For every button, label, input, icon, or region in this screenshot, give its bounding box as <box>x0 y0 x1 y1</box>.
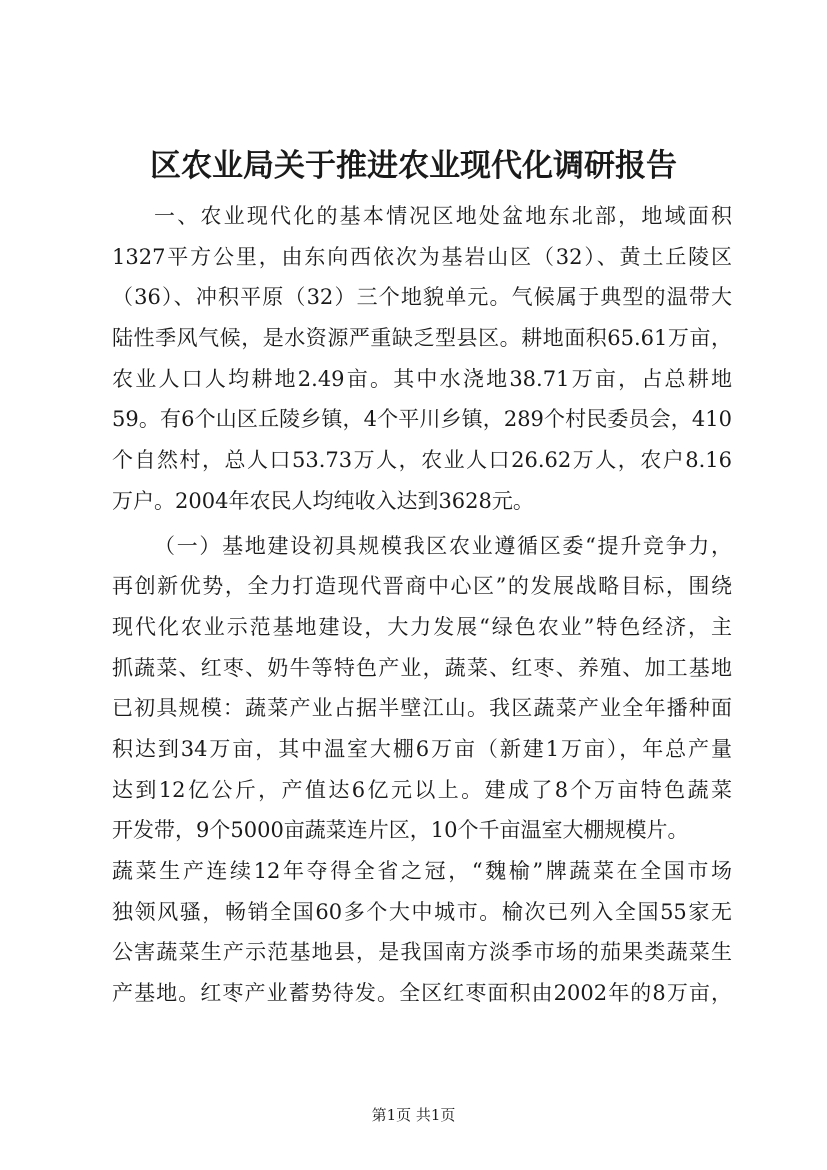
document-title: 区农业局关于推进农业现代化调研报告 <box>150 148 677 184</box>
text-line: 个自然村，总人口53.73万人，农业人口26.62万人，农户8.16 <box>112 448 732 473</box>
document-body <box>112 196 732 1014</box>
text-line: 1327平方公里，由东向西依次为基岩山区（32）、黄土丘陵区 <box>112 244 732 269</box>
page-footer: 第1页 共1页 <box>371 1106 456 1124</box>
text-line: 农业人口人均耕地2.49亩。其中水浇地38.71万亩，占总耕地 <box>112 366 732 391</box>
text-line: 一、农业现代化的基本情况区地处盆地东北部，地域面积 <box>154 204 732 228</box>
text-line: 陆性季风气候，是水资源严重缺乏型县区。耕地面积65.61万亩， <box>112 326 732 351</box>
text-line: 万户。2004年农民人均纯收入达到3628元。 <box>112 488 534 513</box>
text-line: 现代化农业示范基地建设，大力发展“绿色农业”特色经济，主 <box>112 614 732 639</box>
text-line: 蔬菜生产连续12年夺得全省之冠，“魏榆”牌蔬菜在全国市场 <box>112 859 732 883</box>
text-line: 公害蔬菜生产示范基地县，是我国南方淡季市场的茄果类蔬菜生 <box>112 940 732 965</box>
paragraph <box>112 196 732 522</box>
text-line: 抓蔬菜、红枣、奶牛等特色产业，蔬菜、红枣、养殖、加工基地 <box>112 655 732 680</box>
text-line: 开发带，9个5000亩蔬菜连片区，10个千亩温室大棚规模片。 <box>112 818 689 843</box>
text-line: 59。有6个山区丘陵乡镇，4个平川乡镇，289个村民委员会，410 <box>112 407 732 432</box>
text-line: （36）、冲积平原（32）三个地貌单元。气候属于典型的温带大 <box>112 285 732 310</box>
text-line: 已初具规模：蔬菜产业占据半壁江山。我区蔬菜产业全年播种面 <box>112 696 732 721</box>
text-line: 产基地。红枣产业蓄势待发。全区红枣面积由2002年的8万亩， <box>112 981 732 1006</box>
text-line: 积达到34万亩，其中温室大棚6万亩（新建1万亩），年总产量 <box>112 736 732 761</box>
text-line: 达到12亿公斤，产值达6亿元以上。建成了8个万亩特色蔬菜 <box>112 777 732 802</box>
text-line: （一）基地建设初具规模我区农业遵循区委“提升竞争力， <box>154 533 732 558</box>
text-line: 再创新优势，全力打造现代晋商中心区”的发展战略目标，围绕 <box>112 574 732 599</box>
paragraph <box>112 526 732 1014</box>
text-line: 独领风骚，畅销全国60多个大中城市。榆次已列入全国55家无 <box>112 899 732 924</box>
